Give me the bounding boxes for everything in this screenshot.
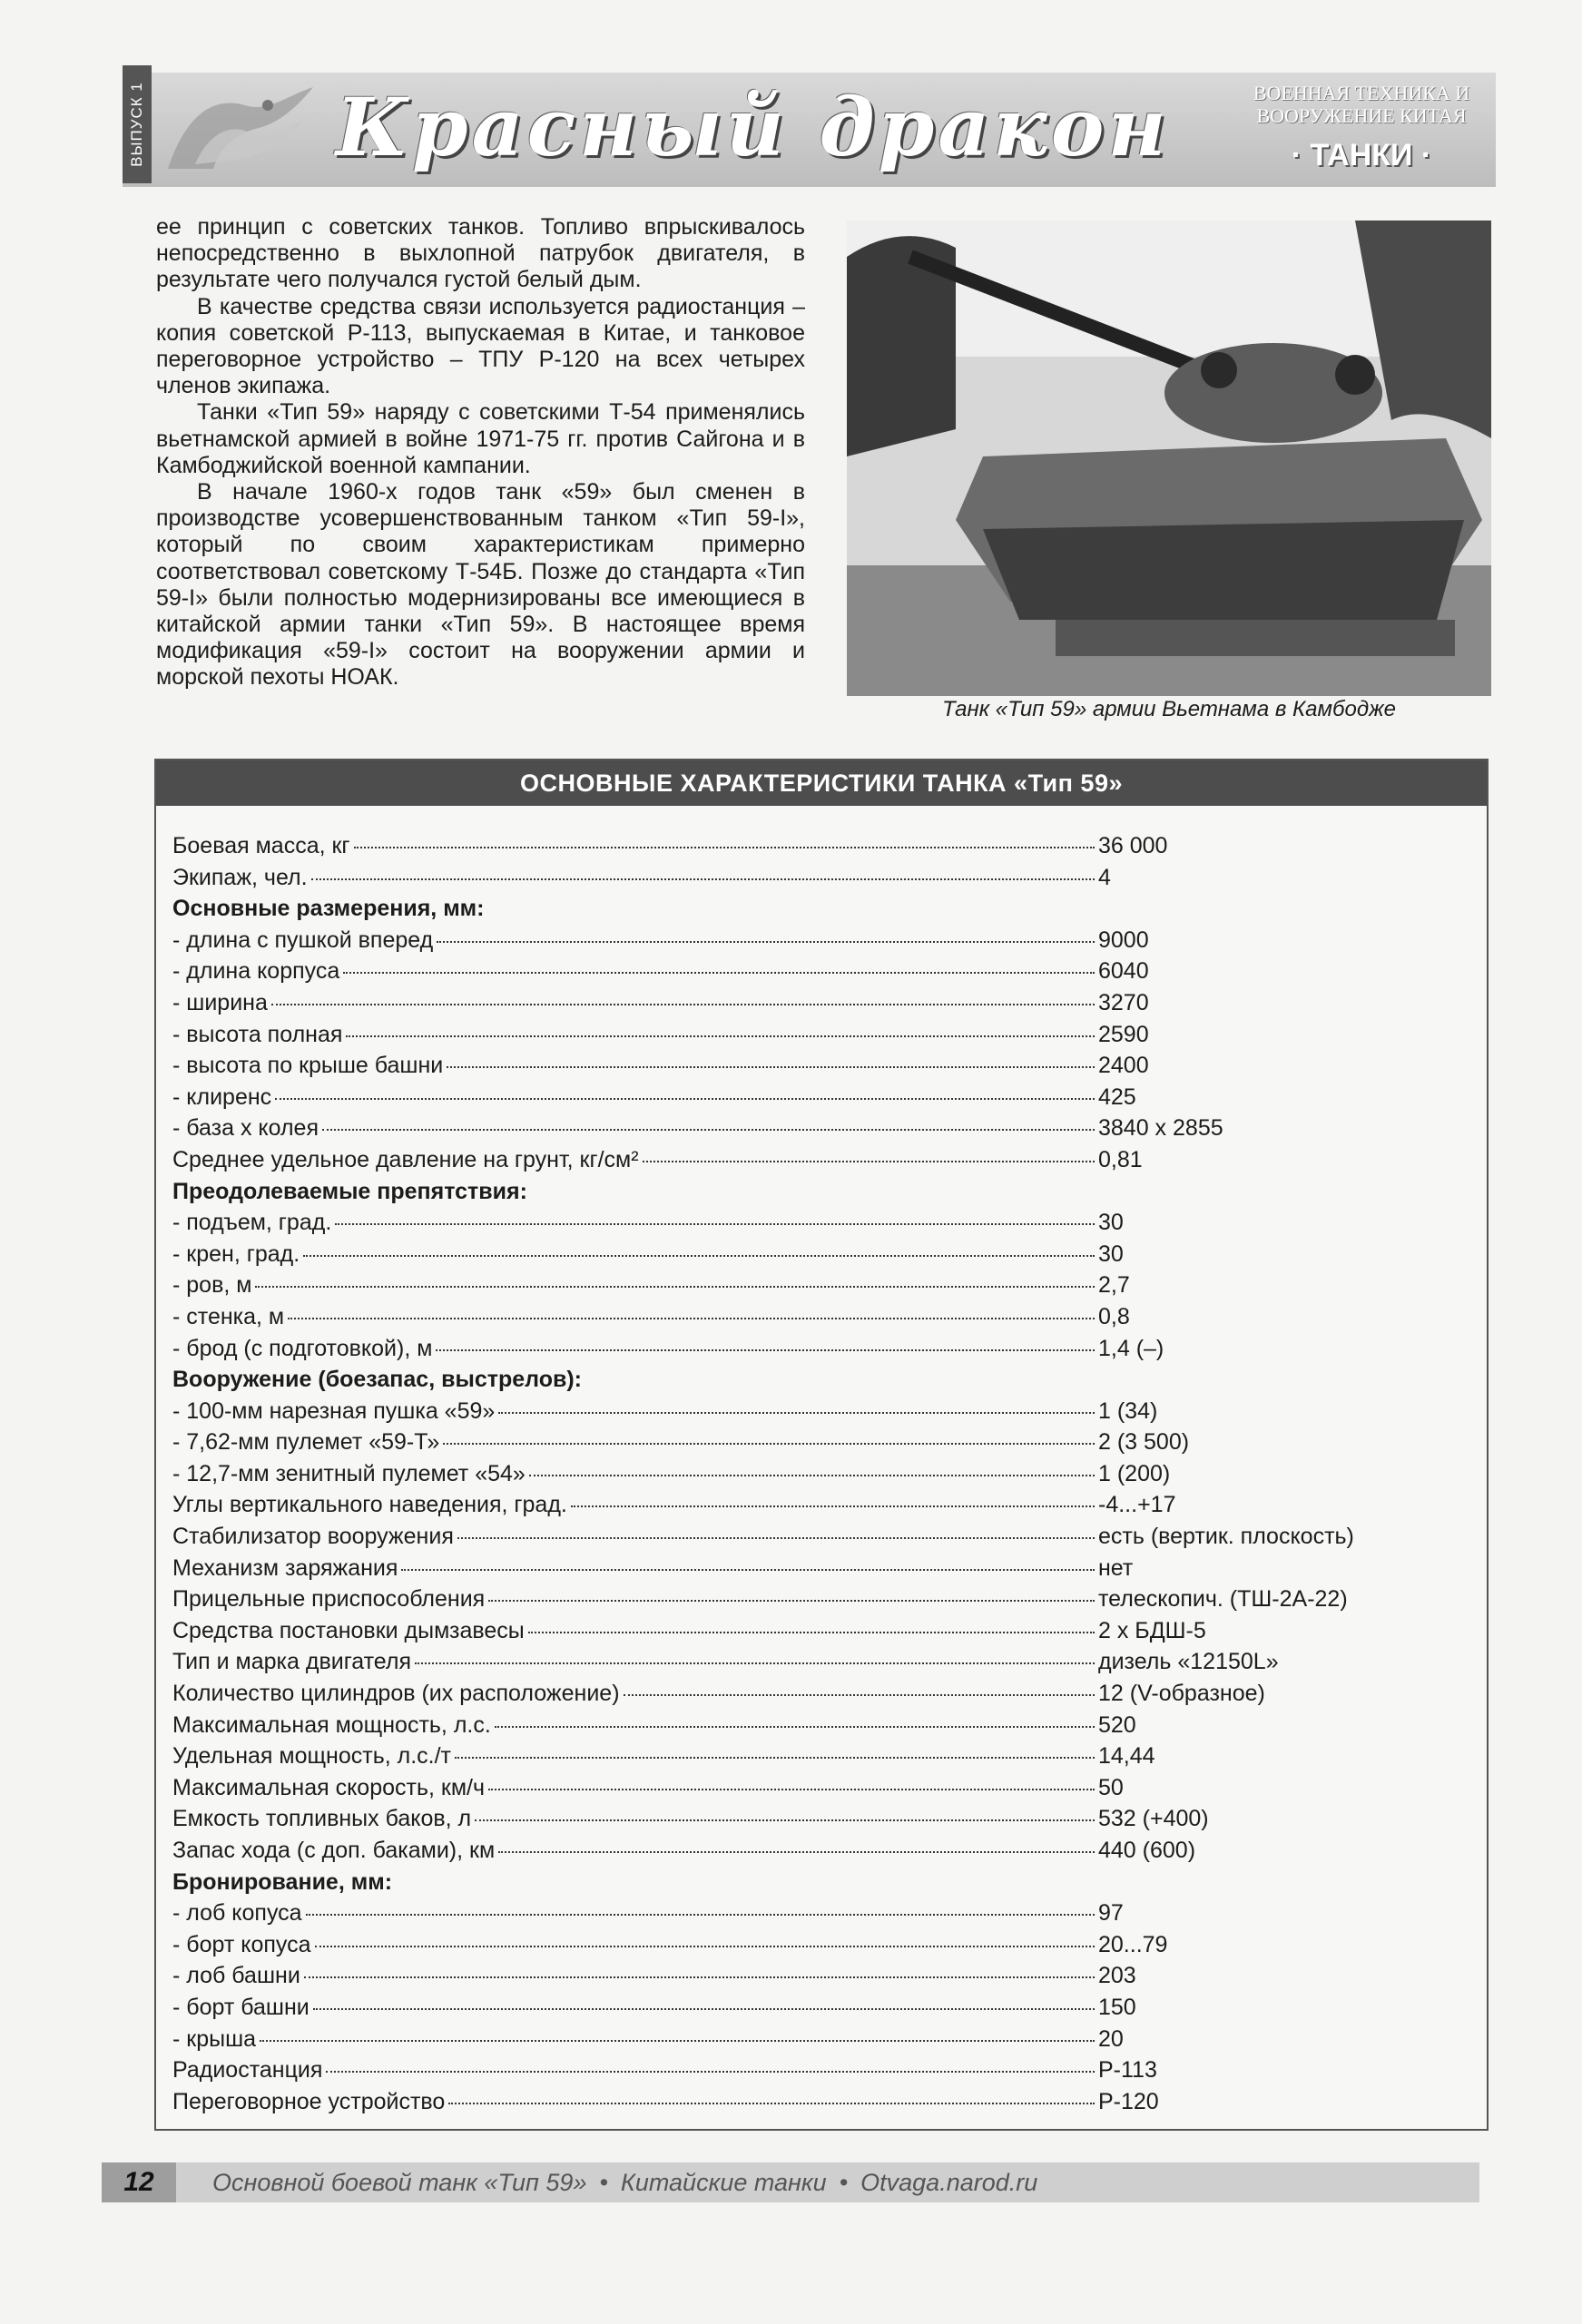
spec-label: Среднее удельное давление на грунт, кг/см²: [172, 1146, 639, 1172]
spec-row: [172, 958, 1407, 990]
spec-label: - борт башни: [172, 1994, 310, 2020]
spec-row: [172, 1649, 1407, 1681]
dot-leader: [571, 1505, 1095, 1507]
spec-value: 20: [1098, 2025, 1124, 2052]
spec-value: 1,4 (–): [1098, 1335, 1164, 1361]
spec-row: [172, 1838, 1407, 1869]
dot-leader: [529, 1475, 1095, 1476]
spec-value: 14,44: [1098, 1743, 1155, 1770]
spec-label: - стенка, м: [172, 1303, 285, 1329]
spec-label: - 7,62-мм пулемет «59-Т»: [172, 1429, 440, 1456]
spec-label: Количество цилиндров (их расположение): [172, 1681, 620, 1707]
footer-site: Otvaga.narod.ru: [860, 2168, 1038, 2196]
paragraph: ее принцип с советских танков. Топливо впрыскивалось непосредственно в выхлопной патрубок двигателя, в результате чего получался густой белый дым.: [156, 214, 805, 293]
series-line-1: ВОЕННАЯ ТЕХНИКА И: [1253, 82, 1470, 104]
spec-value: 1 (200): [1098, 1460, 1171, 1486]
spec-value: 2 х БДШ-5: [1098, 1617, 1206, 1643]
spec-value: 2,7: [1098, 1272, 1130, 1299]
spec-label: Максимальная скорость, км/ч: [172, 1774, 485, 1800]
spec-row: [172, 1712, 1407, 1744]
footer-separator: •: [839, 2168, 849, 2196]
dot-leader: [335, 1223, 1095, 1225]
spec-row: [172, 1995, 1407, 2026]
paragraph: В начале 1960-х годов танк «59» был сменен в производстве усовершенствованным танком «Тип 59-I», который по своим характеристикам примерно соответствовал советскому Т-54Б. Позже до стандарта «Тип 59-I» были полностью модернизированы все имеющиеся в китайской армии танки «Тип 59». В настоящее время модификация «59-I» состоит на вооружении армии и морской пехоты НОАК.: [156, 479, 805, 691]
dot-leader: [304, 1976, 1095, 1978]
spec-label: - 100-мм нарезная пушка «59»: [172, 1397, 496, 1424]
spec-label: - крыша: [172, 2025, 257, 2052]
spec-row: [172, 1461, 1407, 1493]
dot-leader: [457, 1537, 1095, 1539]
spec-label: Боевая масса, кг: [172, 833, 350, 858]
spec-row: [172, 1524, 1407, 1555]
spec-value: 9000: [1098, 927, 1149, 953]
spec-value: нет: [1098, 1554, 1134, 1581]
footer-separator: •: [599, 2168, 608, 2196]
dot-leader: [326, 2071, 1095, 2073]
spec-row: [172, 1147, 1407, 1179]
issue-tab: [123, 65, 152, 183]
spec-label: - 12,7-мм зенитный пулемет «54»: [172, 1460, 526, 1486]
dot-leader: [475, 1819, 1095, 1821]
footer-text: [212, 2169, 1037, 2197]
spec-row: [172, 1304, 1407, 1336]
spec-label: Максимальная мощность, л.с.: [172, 1711, 491, 1738]
spec-row: [172, 1210, 1407, 1241]
spec-row: [172, 2089, 1407, 2121]
dragon-emblem: [159, 78, 327, 182]
spec-row: [172, 1492, 1407, 1524]
spec-label: - подъем, град.: [172, 1210, 332, 1236]
spec-value: 532 (+400): [1098, 1806, 1209, 1832]
dot-leader: [624, 1694, 1095, 1696]
spec-value: дизель «12150L»: [1098, 1649, 1279, 1675]
spec-label: Удельная мощность, л.с./т: [172, 1743, 452, 1770]
spec-value: 150: [1098, 1994, 1136, 2020]
spec-label: Радиостанция: [172, 2057, 323, 2084]
dot-leader: [436, 1349, 1095, 1351]
spec-label: - высота по крыше башни: [172, 1053, 444, 1079]
spec-row: [172, 2057, 1407, 2089]
spec-row: [172, 990, 1407, 1022]
specs-list: [172, 833, 1407, 2120]
spec-value: 12 (V-образное): [1098, 1681, 1265, 1707]
spec-label: Вооружение (боезапас, выстрелов):: [172, 1367, 582, 1393]
spec-group-heading: [172, 1179, 1407, 1211]
dot-leader: [271, 1004, 1095, 1005]
spec-value: 97: [1098, 1900, 1124, 1927]
spec-label: Емкость топливных баков, л: [172, 1806, 472, 1832]
spec-value: 3840 x 2855: [1098, 1115, 1223, 1142]
series-section: · ТАНКИ ·: [1291, 138, 1432, 172]
spec-row: [172, 1429, 1407, 1461]
dot-leader: [437, 941, 1095, 943]
spec-label: Запас хода (с доп. баками), км: [172, 1838, 496, 1863]
spec-value: 0,8: [1098, 1303, 1130, 1329]
spec-row: [172, 1900, 1407, 1932]
spec-group-heading: [172, 1367, 1407, 1398]
series-line-2: ВООРУЖЕНИЕ КИТАЯ: [1256, 104, 1467, 127]
spec-value: 0,81: [1098, 1146, 1143, 1172]
dot-leader: [455, 1757, 1095, 1759]
spec-value: 50: [1098, 1774, 1124, 1800]
footer-section: Китайские танки: [620, 2168, 827, 2196]
dot-leader: [306, 1914, 1095, 1916]
spec-value: Р-113: [1098, 2057, 1157, 2084]
spec-row: [172, 1336, 1407, 1368]
spec-label: Преодолеваемые препятствия:: [172, 1178, 527, 1204]
dot-leader: [401, 1569, 1095, 1571]
spec-row: [172, 1806, 1407, 1838]
specs-title: ОСНОВНЫЕ ХАРАКТЕРИСТИКИ ТАНКА «Тип 59»: [156, 760, 1487, 806]
spec-value: 4: [1098, 864, 1111, 890]
issue-tab-label: ВЫПУСК 1: [128, 82, 146, 167]
spec-label: - ширина: [172, 989, 268, 1015]
spec-label: - лоб копуса: [172, 1900, 302, 1927]
spec-value: 20...79: [1098, 1931, 1168, 1957]
spec-value: есть (вертик. плоскость): [1098, 1524, 1354, 1550]
spec-row: [172, 1963, 1407, 1995]
spec-value: 425: [1098, 1084, 1136, 1110]
spec-row: [172, 1555, 1407, 1587]
dot-leader: [315, 1946, 1095, 1947]
spec-row: [172, 1681, 1407, 1712]
spec-value: 2400: [1098, 1053, 1149, 1079]
spec-value: 1 (34): [1098, 1397, 1158, 1424]
spec-row: [172, 1053, 1407, 1084]
spec-row: [172, 1618, 1407, 1650]
spec-value: -4...+17: [1098, 1492, 1176, 1518]
footer: [102, 2162, 1479, 2202]
spec-label: - длина с пушкой вперед: [172, 927, 434, 953]
spec-label: - высота полная: [172, 1021, 343, 1047]
spec-label: Стабилизатор вооружения: [172, 1524, 454, 1550]
dot-leader: [447, 1066, 1095, 1068]
spec-value: 3270: [1098, 989, 1149, 1015]
dot-leader: [313, 2008, 1095, 2010]
dot-leader: [346, 1035, 1095, 1037]
spec-label: Механизм заряжания: [172, 1554, 398, 1581]
dot-leader: [528, 1632, 1095, 1633]
spec-value: 2 (3 500): [1098, 1429, 1190, 1456]
dot-leader: [643, 1161, 1095, 1162]
spec-row: [172, 1775, 1407, 1807]
spec-row: [172, 865, 1407, 897]
dot-leader: [255, 1286, 1095, 1288]
spec-row: [172, 1272, 1407, 1304]
dot-leader: [498, 1851, 1095, 1853]
spec-label: - длина корпуса: [172, 958, 340, 985]
spec-value: 440 (600): [1098, 1838, 1196, 1863]
dot-leader: [488, 1600, 1095, 1602]
spec-row: [172, 2026, 1407, 2058]
spec-label: Экипаж, чел.: [172, 864, 308, 890]
dot-leader: [495, 1726, 1095, 1728]
spec-row: [172, 1115, 1407, 1147]
spec-group-heading: [172, 1869, 1407, 1901]
dot-leader: [354, 847, 1095, 848]
dot-leader: [322, 1129, 1095, 1131]
dot-leader: [260, 2040, 1095, 2042]
spec-label: - база х колея: [172, 1115, 319, 1142]
spec-label: Переговорное устройство: [172, 2088, 446, 2114]
spec-label: - крен, град.: [172, 1240, 300, 1267]
spec-row: [172, 1022, 1407, 1054]
spec-value: 6040: [1098, 958, 1149, 985]
paragraph: Танки «Тип 59» наряду с советскими Т-54 применялись вьетнамской армией в войне 1971-75 гг. против Сайгона и в Камбоджийской военной кампании.: [156, 399, 805, 478]
series-title: [1234, 82, 1489, 127]
spec-label: Углы вертикального наведения, град.: [172, 1492, 567, 1518]
spec-value: телескопич. (ТШ-2А-22): [1098, 1586, 1348, 1613]
spec-row: [172, 1932, 1407, 1964]
intro-text: [156, 214, 805, 691]
spec-row: [172, 1398, 1407, 1430]
spec-row: [172, 1586, 1407, 1618]
specs-table: [154, 759, 1489, 2131]
spec-label: Бронирование, мм:: [172, 1868, 393, 1895]
spec-label: - лоб башни: [172, 1963, 300, 1989]
spec-value: 2590: [1098, 1021, 1149, 1047]
spec-value: Р-120: [1098, 2088, 1159, 2114]
spec-label: Тип и марка двигателя: [172, 1649, 411, 1675]
spec-value: 203: [1098, 1963, 1136, 1989]
dot-leader: [415, 1662, 1095, 1664]
spec-row: [172, 927, 1407, 959]
photo-caption: Танк «Тип 59» армии Вьетнама в Камбодже: [942, 697, 1396, 721]
spec-label: - ров, м: [172, 1272, 252, 1299]
dot-leader: [488, 1789, 1095, 1790]
spec-value: 520: [1098, 1711, 1136, 1738]
dot-leader: [443, 1443, 1095, 1445]
spec-label: Основные размерения, мм:: [172, 896, 485, 922]
spec-label: - борт копуса: [172, 1931, 311, 1957]
spec-value: 36 000: [1098, 833, 1168, 858]
dot-leader: [275, 1098, 1095, 1100]
spec-value: 30: [1098, 1210, 1124, 1236]
page-number: 12: [102, 2162, 176, 2202]
spec-label: Прицельные приспособления: [172, 1586, 486, 1613]
spec-label: Средства постановки дымзавесы: [172, 1617, 525, 1643]
dot-leader: [311, 878, 1095, 880]
spec-row: [172, 1084, 1407, 1116]
footer-title: Основной боевой танк «Тип 59»: [212, 2168, 587, 2196]
dot-leader: [303, 1255, 1095, 1257]
logo-title: Красный дракон: [336, 80, 1170, 174]
spec-row: [172, 833, 1407, 865]
dot-leader: [343, 972, 1095, 974]
spec-label: - клиренс: [172, 1084, 272, 1110]
dot-leader: [498, 1412, 1095, 1414]
dot-leader: [288, 1318, 1095, 1319]
spec-label: - брод (с подготовкой), м: [172, 1335, 433, 1361]
spec-row: [172, 1743, 1407, 1775]
spec-row: [172, 1241, 1407, 1273]
spec-value: 30: [1098, 1240, 1124, 1267]
dot-leader: [448, 2103, 1095, 2104]
tank-photo: [847, 221, 1491, 696]
paragraph: В качестве средства связи используется радиостанция – копия советской Р-113, выпускаемая в Китае, и танковое переговорное устройство – ТПУ Р-120 на всех четырех членов экипажа.: [156, 293, 805, 399]
spec-group-heading: [172, 896, 1407, 927]
